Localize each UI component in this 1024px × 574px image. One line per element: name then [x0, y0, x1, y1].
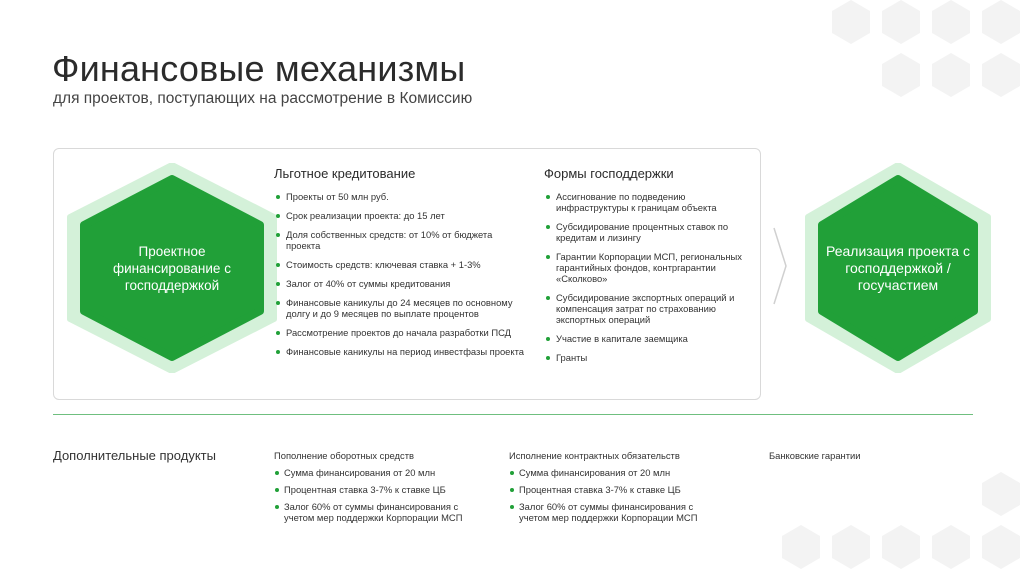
soft-credit-list: [274, 191, 524, 357]
product-heading: Банковские гарантии: [769, 450, 861, 461]
list-item: Залог от 40% от суммы кредитования: [274, 278, 524, 289]
additional-products-title: Дополнительные продукты: [53, 448, 216, 463]
page-title: Финансовые механизмы: [52, 48, 466, 89]
project-financing-label: Проектное финансирование с господдержкой: [113, 243, 231, 293]
project-implementation-label: Реализация проекта с господдержкой / госучастием: [826, 242, 970, 293]
list-item: Стоимость средств: ключевая ставка + 1-3%: [274, 259, 524, 270]
soft-credit-section: [274, 166, 524, 365]
page-subtitle: для проектов, поступающих на рассмотрение в Комиссию: [53, 90, 473, 107]
product-list: [509, 467, 719, 523]
list-item: Проекты от 50 млн руб.: [274, 191, 524, 202]
list-item: Доля собственных средств: от 10% от бюджета проекта: [274, 229, 524, 251]
list-item: Процентная ставка 3-7% к ставке ЦБ: [274, 484, 484, 495]
list-item: Сумма финансирования от 20 млн: [274, 467, 484, 478]
state-support-list: [544, 191, 744, 363]
chevron-right-icon: [772, 226, 788, 306]
list-item: Залог 60% от суммы финансирования с учетом мер поддержки Корпорации МСП: [274, 501, 484, 523]
list-item: Субсидирование экспортных операций и компенсация затрат по страхованию экспортных операций: [544, 292, 744, 325]
list-item: Субсидирование процентных ставок по кредитам и лизингу: [544, 221, 744, 243]
list-item: Ассигнование по подведению инфраструктуры к границам объекта: [544, 191, 744, 213]
state-support-section: [544, 166, 744, 371]
product-heading: Исполнение контрактных обязательств: [509, 450, 680, 461]
list-item: Процентная ставка 3-7% к ставке ЦБ: [509, 484, 719, 495]
list-item: Залог 60% от суммы финансирования с учетом мер поддержки Корпорации МСП: [509, 501, 719, 523]
section-divider: [53, 414, 973, 415]
contract-obligations-product: [509, 450, 719, 529]
soft-credit-heading: Льготное кредитование: [274, 166, 416, 181]
list-item: Гарантии Корпорации МСП, региональных гарантийных фондов, контргарантии «Сколково»: [544, 251, 744, 284]
list-item: Срок реализации проекта: до 15 лет: [274, 210, 524, 221]
product-list: [274, 467, 484, 523]
list-item: Финансовые каникулы до 24 месяцев по основному долгу и до 9 месяцев по выплате процентов: [274, 297, 524, 319]
bank-guarantees-product: [769, 450, 929, 467]
list-item: Сумма финансирования от 20 млн: [509, 467, 719, 478]
product-heading: Пополнение оборотных средств: [274, 450, 414, 461]
working-capital-product: [274, 450, 484, 529]
list-item: Рассмотрение проектов до начала разработки ПСД: [274, 327, 524, 338]
list-item: Гранты: [544, 352, 744, 363]
state-support-heading: Формы господдержки: [544, 166, 674, 181]
list-item: Участие в капитале заемщика: [544, 333, 744, 344]
list-item: Финансовые каникулы на период инвестфазы проекта: [274, 346, 524, 357]
